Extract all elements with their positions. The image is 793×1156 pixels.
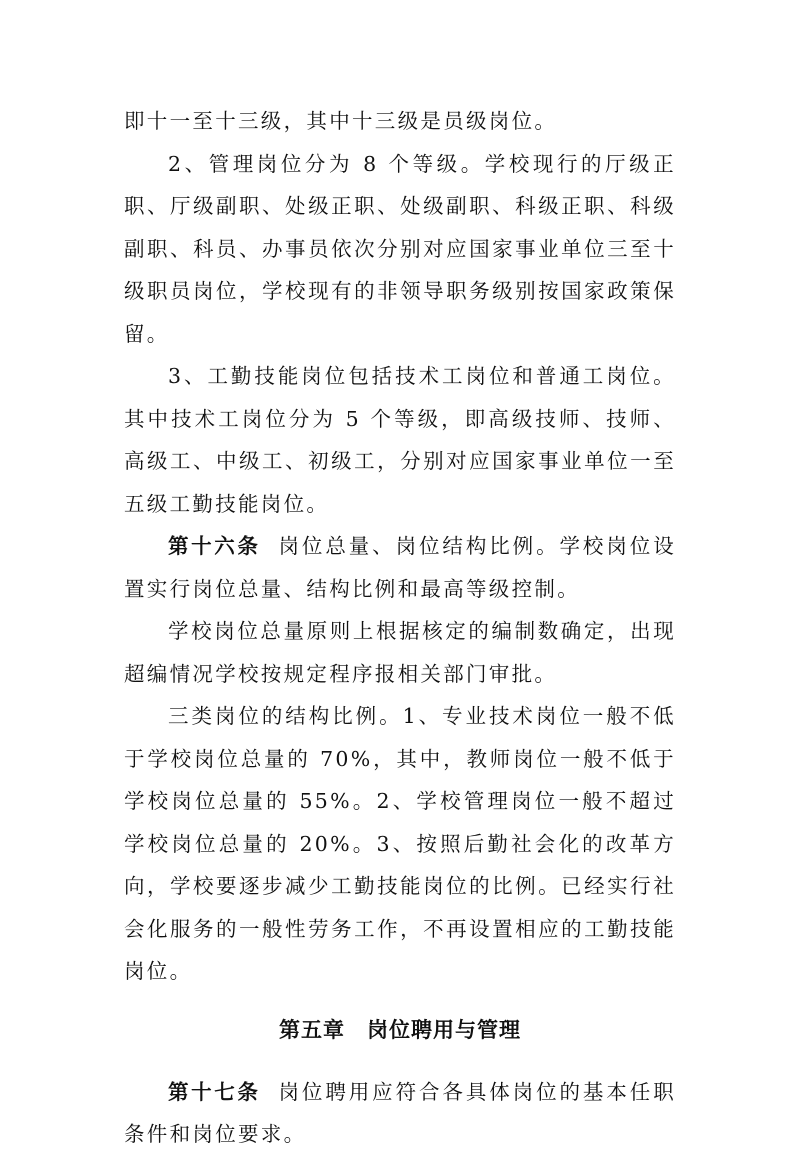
paragraph-post-total: 学校岗位总量原则上根据核定的编制数确定，出现超编情况学校按规定程序报相关部门审批。	[124, 619, 676, 686]
article-17-text: 岗位聘用应符合各具体岗位的基本任职条件和岗位要求。	[124, 1079, 676, 1146]
document-body	[124, 100, 676, 1156]
article-17-label: 第十七条	[168, 1079, 261, 1104]
paragraph-structure-ratio: 三类岗位的结构比例。1、专业技术岗位一般不低于学校岗位总量的 70%，其中，教师岗位一般不低于学校岗位总量的 55%。2、学校管理岗位一般不超过学校岗位总量的 20%。3、按照后勤社会化的改革方向，学校要逐步减少工勤技能岗位的比例。已经实行社会化服务的一般性劳务工作，不再设置相应的工勤技能岗位。	[124, 704, 676, 983]
paragraph-management-posts: 2、管理岗位分为 8 个等级。学校现行的厅级正职、厅级副职、处级正职、处级副职、科级正职、科级副职、科员、办事员依次分别对应国家事业单位三至十级职员岗位，学校现有的非领导职务级别按国家政策保留。	[124, 151, 676, 346]
chapter-heading	[124, 993, 676, 1067]
chapter-title: 岗位聘用与管理	[367, 1017, 521, 1042]
article-16	[124, 525, 676, 610]
paragraph-technical-posts: 3、工勤技能岗位包括技术工岗位和普通工岗位。其中技术工岗位分为 5 个等级，即高级技师、技师、高级工、中级工、初级工，分别对应国家事业单位一至五级工勤技能岗位。	[124, 364, 676, 516]
article-17	[124, 1071, 676, 1156]
article-16-label: 第十六条	[168, 534, 261, 558]
article-16-text: 岗位总量、岗位结构比例。学校岗位设置实行岗位总量、结构比例和最高等级控制。	[124, 534, 676, 601]
chapter-number: 第五章	[279, 1017, 345, 1042]
paragraph-continuation: 即十一至十三级，其中十三级是员级岗位。	[124, 109, 558, 133]
